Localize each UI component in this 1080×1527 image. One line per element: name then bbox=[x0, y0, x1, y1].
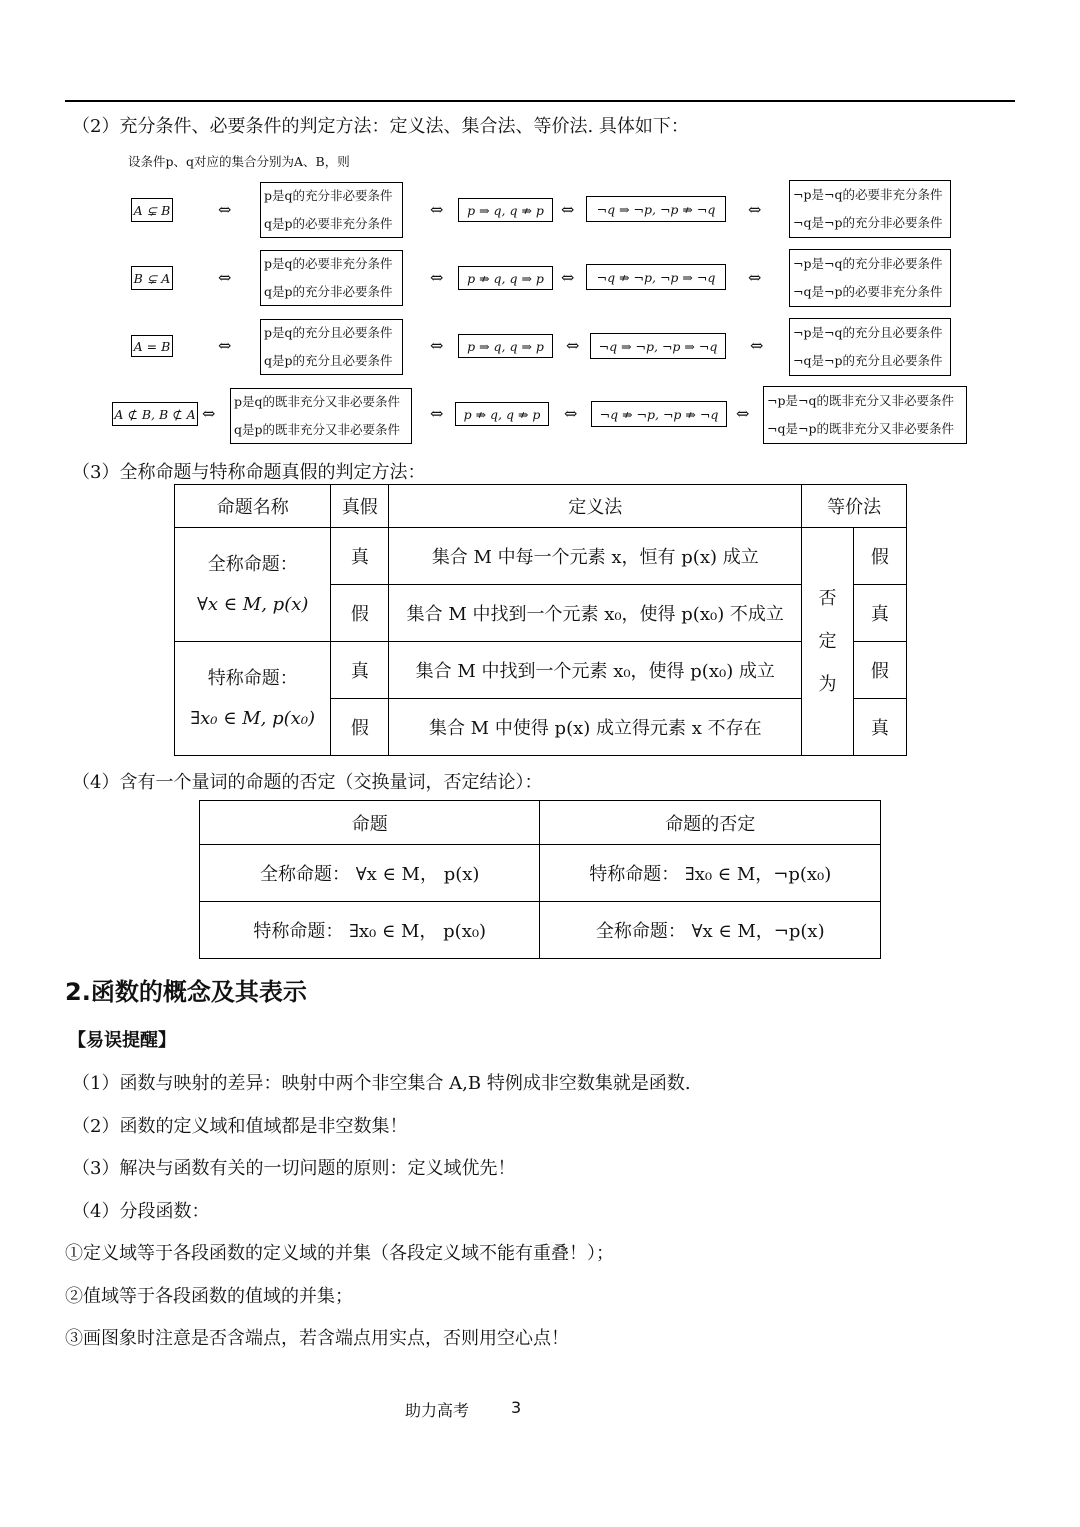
negimpl-box-2: ¬q ⇏ ¬p, ¬p ⇒ ¬q bbox=[586, 264, 726, 290]
def-line: p是q的必要非充分条件 bbox=[264, 256, 393, 271]
point-7: ③画图象时注意是否含端点，若含端点用实点，否则用空心点！ bbox=[65, 1328, 569, 1349]
point-2: （2）函数的定义域和值域都是非空数集！ bbox=[72, 1116, 408, 1137]
header-cell: 等价法 bbox=[802, 485, 907, 528]
section-2-title: （2）充分条件、必要条件的判定方法：定义法、集合法、等价法. 具体如下： bbox=[72, 116, 689, 137]
negimpl-box-3: ¬q ⇒ ¬p, ¬p ⇒ ¬q bbox=[590, 333, 726, 359]
header-cell: 命题 bbox=[200, 801, 540, 845]
equiv-arrow: ⇔ bbox=[748, 200, 762, 219]
equiv-arrow: ⇔ bbox=[430, 200, 444, 219]
equiv-cell: 假 bbox=[853, 642, 906, 699]
neg-line: ¬p是¬q的充分且必要条件 bbox=[793, 325, 943, 340]
impl-box-4: p ⇏ q, q ⇏ p bbox=[455, 402, 549, 426]
set-box-4: A ⊄ B, B ⊄ A bbox=[112, 402, 198, 426]
equiv-cell: 真 bbox=[853, 699, 906, 756]
section-heading: 2.函数的概念及其表示 bbox=[65, 978, 307, 1006]
existential-formula: ∃x₀ ∈ M, p(x₀) bbox=[190, 707, 316, 729]
def-line: q是p的必要非充分条件 bbox=[264, 216, 393, 231]
equiv-arrow: ⇔ bbox=[202, 404, 216, 423]
point-4: （4）分段函数： bbox=[72, 1201, 210, 1222]
equiv-arrow: ⇔ bbox=[566, 336, 580, 355]
universal-name-cell bbox=[175, 528, 331, 642]
impl-box-1: p ⇒ q, q ⇏ p bbox=[458, 198, 553, 222]
header-cell: 真假 bbox=[331, 485, 389, 528]
equiv-arrow: ⇔ bbox=[430, 336, 444, 355]
tf-cell: 真 bbox=[331, 642, 389, 699]
section-4-title: （4）含有一个量词的命题的否定（交换量词，否定结论）： bbox=[72, 772, 543, 793]
neg-line: ¬q是¬p的充分非必要条件 bbox=[793, 215, 943, 230]
existential-name: 特称命题： bbox=[207, 667, 298, 689]
equiv-arrow: ⇔ bbox=[430, 404, 444, 423]
footer-text: 助力高考 bbox=[405, 1401, 470, 1420]
tf-cell: 假 bbox=[331, 699, 389, 756]
neg-line: ¬p是¬q的必要非充分条件 bbox=[793, 187, 943, 202]
proposition-cell: 全称命题： ∀x ∈ M， p(x) bbox=[200, 845, 540, 902]
neg-box-1 bbox=[789, 180, 951, 238]
set-box-3: A = B bbox=[131, 335, 173, 357]
header-cell: 命题名称 bbox=[175, 485, 331, 528]
neg-line: ¬q是¬p的既非充分又非必要条件 bbox=[767, 421, 954, 436]
negation-cell bbox=[802, 528, 853, 756]
point-6: ②值域等于各段函数的值域的并集； bbox=[65, 1286, 353, 1307]
neg-line: ¬q是¬p的必要非充分条件 bbox=[793, 284, 943, 299]
quantifier-truth-table bbox=[174, 484, 907, 756]
neg-box-2 bbox=[789, 249, 951, 307]
def-box-2 bbox=[260, 250, 403, 306]
set-box-2: B ⊊ A bbox=[131, 266, 173, 290]
header-cell: 定义法 bbox=[389, 485, 802, 528]
def-cell: 集合 M 中找到一个元素 x₀，使得 p(x₀) 成立 bbox=[389, 642, 802, 699]
impl-box-2: p ⇏ q, q ⇒ p bbox=[458, 266, 553, 290]
def-line: q是p的充分非必要条件 bbox=[264, 284, 393, 299]
set-box-1: A ⊊ B bbox=[131, 198, 173, 222]
neg-box-4 bbox=[763, 386, 967, 444]
neg-box-3 bbox=[789, 318, 951, 376]
equiv-arrow: ⇔ bbox=[564, 404, 578, 423]
def-line: p是q的既非充分又非必要条件 bbox=[234, 394, 401, 409]
tf-cell: 真 bbox=[331, 528, 389, 585]
tf-cell: 假 bbox=[331, 585, 389, 642]
def-line: p是q的充分非必要条件 bbox=[264, 188, 393, 203]
def-cell: 集合 M 中每一个元素 x，恒有 p(x) 成立 bbox=[389, 528, 802, 585]
negimpl-box-4: ¬q ⇏ ¬p, ¬p ⇏ ¬q bbox=[591, 401, 727, 427]
universal-name: 全称命题： bbox=[207, 553, 298, 575]
def-line: q是p的充分且必要条件 bbox=[264, 353, 393, 368]
negimpl-box-1: ¬q ⇒ ¬p, ¬p ⇏ ¬q bbox=[586, 196, 726, 222]
equiv-arrow: ⇔ bbox=[218, 200, 232, 219]
intro-text: 设条件p、q对应的集合分别为A、B，则 bbox=[128, 154, 350, 169]
neg-line: ¬q是¬p的充分且必要条件 bbox=[793, 353, 943, 368]
neg-char: 为 bbox=[818, 674, 837, 695]
equiv-arrow: ⇔ bbox=[750, 336, 764, 355]
reminder-label: 【易误提醒】 bbox=[68, 1030, 176, 1051]
header-cell: 命题的否定 bbox=[540, 801, 881, 845]
def-cell: 集合 M 中找到一个元素 x₀，使得 p(x₀) 不成立 bbox=[389, 585, 802, 642]
equiv-arrow: ⇔ bbox=[561, 268, 575, 287]
def-box-1 bbox=[260, 182, 403, 238]
negation-table bbox=[199, 800, 881, 959]
page-number: 3 bbox=[511, 1398, 522, 1417]
neg-char: 定 bbox=[818, 631, 837, 652]
universal-formula: ∀x ∈ M, p(x) bbox=[197, 593, 309, 615]
equiv-arrow: ⇔ bbox=[218, 336, 232, 355]
equiv-arrow: ⇔ bbox=[736, 404, 750, 423]
negation-cell: 全称命题： ∀x ∈ M，¬p(x) bbox=[540, 902, 881, 959]
def-box-3 bbox=[260, 319, 403, 375]
equiv-arrow: ⇔ bbox=[430, 268, 444, 287]
def-box-4 bbox=[230, 388, 412, 444]
equiv-cell: 真 bbox=[853, 585, 906, 642]
existential-name-cell bbox=[175, 642, 331, 756]
neg-line: ¬p是¬q的充分非必要条件 bbox=[793, 256, 943, 271]
header-rule bbox=[65, 100, 1015, 102]
point-3: （3）解决与函数有关的一切问题的原则：定义域优先！ bbox=[72, 1158, 516, 1179]
equiv-arrow: ⇔ bbox=[218, 268, 232, 287]
point-5: ①定义域等于各段函数的定义域的并集（各段定义域不能有重叠！）； bbox=[65, 1243, 614, 1264]
equiv-arrow: ⇔ bbox=[748, 268, 762, 287]
negation-cell: 特称命题： ∃x₀ ∈ M，¬p(x₀) bbox=[540, 845, 881, 902]
def-cell: 集合 M 中使得 p(x) 成立得元素 x 不存在 bbox=[389, 699, 802, 756]
neg-line: ¬p是¬q的既非充分又非必要条件 bbox=[767, 393, 954, 408]
point-1: （1）函数与映射的差异：映射中两个非空集合 A,B 特例成非空数集就是函数. bbox=[72, 1073, 691, 1094]
section-3-title: （3）全称命题与特称命题真假的判定方法： bbox=[72, 462, 426, 483]
equiv-arrow: ⇔ bbox=[561, 200, 575, 219]
equiv-cell: 假 bbox=[853, 528, 906, 585]
impl-box-3: p ⇒ q, q ⇒ p bbox=[458, 334, 553, 358]
neg-char: 否 bbox=[818, 588, 837, 609]
def-line: q是p的既非充分又非必要条件 bbox=[234, 422, 401, 437]
proposition-cell: 特称命题： ∃x₀ ∈ M， p(x₀) bbox=[200, 902, 540, 959]
def-line: p是q的充分且必要条件 bbox=[264, 325, 393, 340]
